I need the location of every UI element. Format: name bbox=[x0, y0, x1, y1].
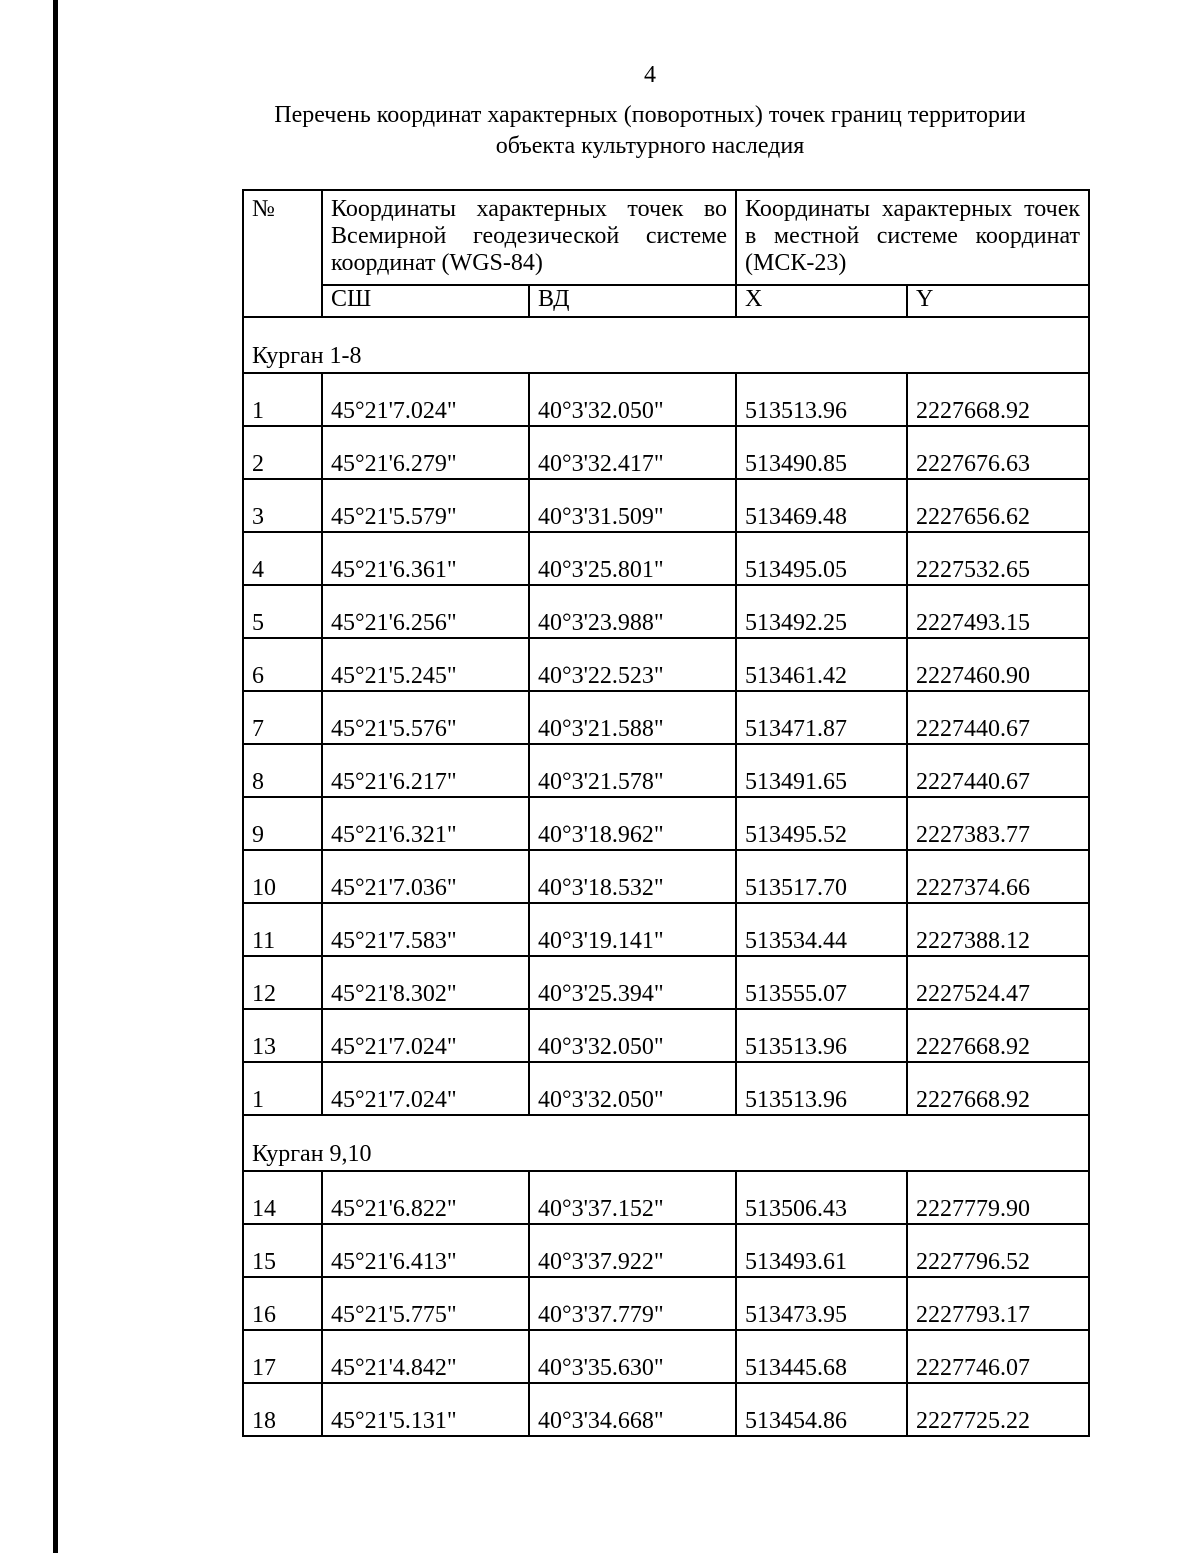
longitude-cell: 40°3'32.417" bbox=[529, 426, 736, 479]
page-number: 4 bbox=[644, 62, 656, 88]
point-number-cell: 16 bbox=[243, 1277, 322, 1330]
x-coordinate-cell: 513469.48 bbox=[736, 479, 907, 532]
header-y: Y bbox=[907, 285, 1089, 317]
point-number-cell: 6 bbox=[243, 638, 322, 691]
latitude-cell: 45°21'6.822" bbox=[322, 1171, 529, 1224]
table-row bbox=[243, 585, 1089, 638]
y-coordinate-cell: 2227440.67 bbox=[907, 691, 1089, 744]
point-number-cell: 10 bbox=[243, 850, 322, 903]
table-row bbox=[243, 373, 1089, 426]
y-coordinate-cell: 2227779.90 bbox=[907, 1171, 1089, 1224]
section-row bbox=[243, 1115, 1089, 1171]
longitude-cell: 40°3'19.141" bbox=[529, 903, 736, 956]
latitude-cell: 45°21'7.583" bbox=[322, 903, 529, 956]
y-coordinate-cell: 2227668.92 bbox=[907, 1009, 1089, 1062]
point-number-cell: 8 bbox=[243, 744, 322, 797]
longitude-cell: 40°3'18.532" bbox=[529, 850, 736, 903]
x-coordinate-cell: 513495.52 bbox=[736, 797, 907, 850]
table-row bbox=[243, 1224, 1089, 1277]
table-row bbox=[243, 903, 1089, 956]
longitude-cell: 40°3'34.668" bbox=[529, 1383, 736, 1436]
table-row bbox=[243, 1383, 1089, 1436]
longitude-cell: 40°3'25.801" bbox=[529, 532, 736, 585]
y-coordinate-cell: 2227493.15 bbox=[907, 585, 1089, 638]
table-row bbox=[243, 744, 1089, 797]
table-row bbox=[243, 1330, 1089, 1383]
y-coordinate-cell: 2227524.47 bbox=[907, 956, 1089, 1009]
header-longitude: ВД bbox=[529, 285, 736, 317]
y-coordinate-cell: 2227793.17 bbox=[907, 1277, 1089, 1330]
header-latitude: СШ bbox=[322, 285, 529, 317]
document-title-line-2: объекта культурного наследия bbox=[495, 133, 805, 159]
table-row bbox=[243, 850, 1089, 903]
y-coordinate-cell: 2227656.62 bbox=[907, 479, 1089, 532]
point-number-cell: 4 bbox=[243, 532, 322, 585]
latitude-cell: 45°21'6.413" bbox=[322, 1224, 529, 1277]
longitude-cell: 40°3'21.588" bbox=[529, 691, 736, 744]
header-wgs-84: Координаты характерных точек во Всемирной геодезической системе координат (WGS-84) bbox=[322, 190, 736, 285]
x-coordinate-cell: 513506.43 bbox=[736, 1171, 907, 1224]
document-title bbox=[240, 100, 1060, 162]
longitude-cell: 40°3'18.962" bbox=[529, 797, 736, 850]
point-number-cell: 18 bbox=[243, 1383, 322, 1436]
point-number-cell: 15 bbox=[243, 1224, 322, 1277]
x-coordinate-cell: 513513.96 bbox=[736, 1062, 907, 1115]
longitude-cell: 40°3'25.394" bbox=[529, 956, 736, 1009]
y-coordinate-cell: 2227668.92 bbox=[907, 1062, 1089, 1115]
x-coordinate-cell: 513490.85 bbox=[736, 426, 907, 479]
latitude-cell: 45°21'5.245" bbox=[322, 638, 529, 691]
x-coordinate-cell: 513513.96 bbox=[736, 1009, 907, 1062]
latitude-cell: 45°21'6.321" bbox=[322, 797, 529, 850]
latitude-cell: 45°21'6.279" bbox=[322, 426, 529, 479]
x-coordinate-cell: 513513.96 bbox=[736, 373, 907, 426]
table-row bbox=[243, 426, 1089, 479]
longitude-cell: 40°3'32.050" bbox=[529, 1009, 736, 1062]
table-header-row bbox=[243, 190, 1089, 285]
table-row bbox=[243, 797, 1089, 850]
table-row bbox=[243, 1009, 1089, 1062]
longitude-cell: 40°3'31.509" bbox=[529, 479, 736, 532]
x-coordinate-cell: 513445.68 bbox=[736, 1330, 907, 1383]
coordinates-table bbox=[242, 189, 1090, 1437]
longitude-cell: 40°3'35.630" bbox=[529, 1330, 736, 1383]
x-coordinate-cell: 513555.07 bbox=[736, 956, 907, 1009]
table-row bbox=[243, 1171, 1089, 1224]
header-x: X bbox=[736, 285, 907, 317]
y-coordinate-cell: 2227676.63 bbox=[907, 426, 1089, 479]
point-number-cell: 17 bbox=[243, 1330, 322, 1383]
table-row bbox=[243, 638, 1089, 691]
y-coordinate-cell: 2227668.92 bbox=[907, 373, 1089, 426]
point-number-cell: 1 bbox=[243, 373, 322, 426]
point-number-cell: 9 bbox=[243, 797, 322, 850]
point-number-cell: 1 bbox=[243, 1062, 322, 1115]
x-coordinate-cell: 513493.61 bbox=[736, 1224, 907, 1277]
latitude-cell: 45°21'4.842" bbox=[322, 1330, 529, 1383]
longitude-cell: 40°3'37.779" bbox=[529, 1277, 736, 1330]
longitude-cell: 40°3'23.988" bbox=[529, 585, 736, 638]
section-title: Курган 1-8 bbox=[243, 317, 1089, 373]
longitude-cell: 40°3'37.152" bbox=[529, 1171, 736, 1224]
section-title: Курган 9,10 bbox=[243, 1115, 1089, 1171]
x-coordinate-cell: 513473.95 bbox=[736, 1277, 907, 1330]
point-number-cell: 14 bbox=[243, 1171, 322, 1224]
y-coordinate-cell: 2227374.66 bbox=[907, 850, 1089, 903]
latitude-cell: 45°21'5.579" bbox=[322, 479, 529, 532]
latitude-cell: 45°21'8.302" bbox=[322, 956, 529, 1009]
table-row bbox=[243, 1277, 1089, 1330]
longitude-cell: 40°3'37.922" bbox=[529, 1224, 736, 1277]
point-number-cell: 13 bbox=[243, 1009, 322, 1062]
longitude-cell: 40°3'32.050" bbox=[529, 373, 736, 426]
latitude-cell: 45°21'6.256" bbox=[322, 585, 529, 638]
y-coordinate-cell: 2227460.90 bbox=[907, 638, 1089, 691]
y-coordinate-cell: 2227746.07 bbox=[907, 1330, 1089, 1383]
section-row bbox=[243, 317, 1089, 373]
x-coordinate-cell: 513471.87 bbox=[736, 691, 907, 744]
table-row bbox=[243, 532, 1089, 585]
latitude-cell: 45°21'7.024" bbox=[322, 1009, 529, 1062]
coordinates-table-body bbox=[243, 190, 1089, 1436]
y-coordinate-cell: 2227725.22 bbox=[907, 1383, 1089, 1436]
point-number-cell: 3 bbox=[243, 479, 322, 532]
document-title-line-1: Перечень координат характерных (поворотных) точек границ территории bbox=[274, 102, 1026, 128]
y-coordinate-cell: 2227388.12 bbox=[907, 903, 1089, 956]
latitude-cell: 45°21'6.361" bbox=[322, 532, 529, 585]
header-number: № bbox=[243, 190, 322, 317]
left-margin-line bbox=[53, 0, 58, 1553]
table-row bbox=[243, 956, 1089, 1009]
table-row bbox=[243, 691, 1089, 744]
y-coordinate-cell: 2227532.65 bbox=[907, 532, 1089, 585]
x-coordinate-cell: 513454.86 bbox=[736, 1383, 907, 1436]
latitude-cell: 45°21'5.131" bbox=[322, 1383, 529, 1436]
point-number-cell: 7 bbox=[243, 691, 322, 744]
table-subheader-row bbox=[243, 285, 1089, 317]
x-coordinate-cell: 513534.44 bbox=[736, 903, 907, 956]
latitude-cell: 45°21'5.775" bbox=[322, 1277, 529, 1330]
x-coordinate-cell: 513517.70 bbox=[736, 850, 907, 903]
table-row bbox=[243, 1062, 1089, 1115]
longitude-cell: 40°3'21.578" bbox=[529, 744, 736, 797]
latitude-cell: 45°21'7.024" bbox=[322, 1062, 529, 1115]
point-number-cell: 2 bbox=[243, 426, 322, 479]
latitude-cell: 45°21'7.036" bbox=[322, 850, 529, 903]
x-coordinate-cell: 513495.05 bbox=[736, 532, 907, 585]
longitude-cell: 40°3'32.050" bbox=[529, 1062, 736, 1115]
point-number-cell: 12 bbox=[243, 956, 322, 1009]
point-number-cell: 5 bbox=[243, 585, 322, 638]
x-coordinate-cell: 513491.65 bbox=[736, 744, 907, 797]
header-msk-23: Координаты характерных точек в местной системе координат (МСК-23) bbox=[736, 190, 1089, 285]
y-coordinate-cell: 2227440.67 bbox=[907, 744, 1089, 797]
point-number-cell: 11 bbox=[243, 903, 322, 956]
y-coordinate-cell: 2227796.52 bbox=[907, 1224, 1089, 1277]
latitude-cell: 45°21'6.217" bbox=[322, 744, 529, 797]
latitude-cell: 45°21'5.576" bbox=[322, 691, 529, 744]
latitude-cell: 45°21'7.024" bbox=[322, 373, 529, 426]
x-coordinate-cell: 513461.42 bbox=[736, 638, 907, 691]
y-coordinate-cell: 2227383.77 bbox=[907, 797, 1089, 850]
table-row bbox=[243, 479, 1089, 532]
x-coordinate-cell: 513492.25 bbox=[736, 585, 907, 638]
longitude-cell: 40°3'22.523" bbox=[529, 638, 736, 691]
